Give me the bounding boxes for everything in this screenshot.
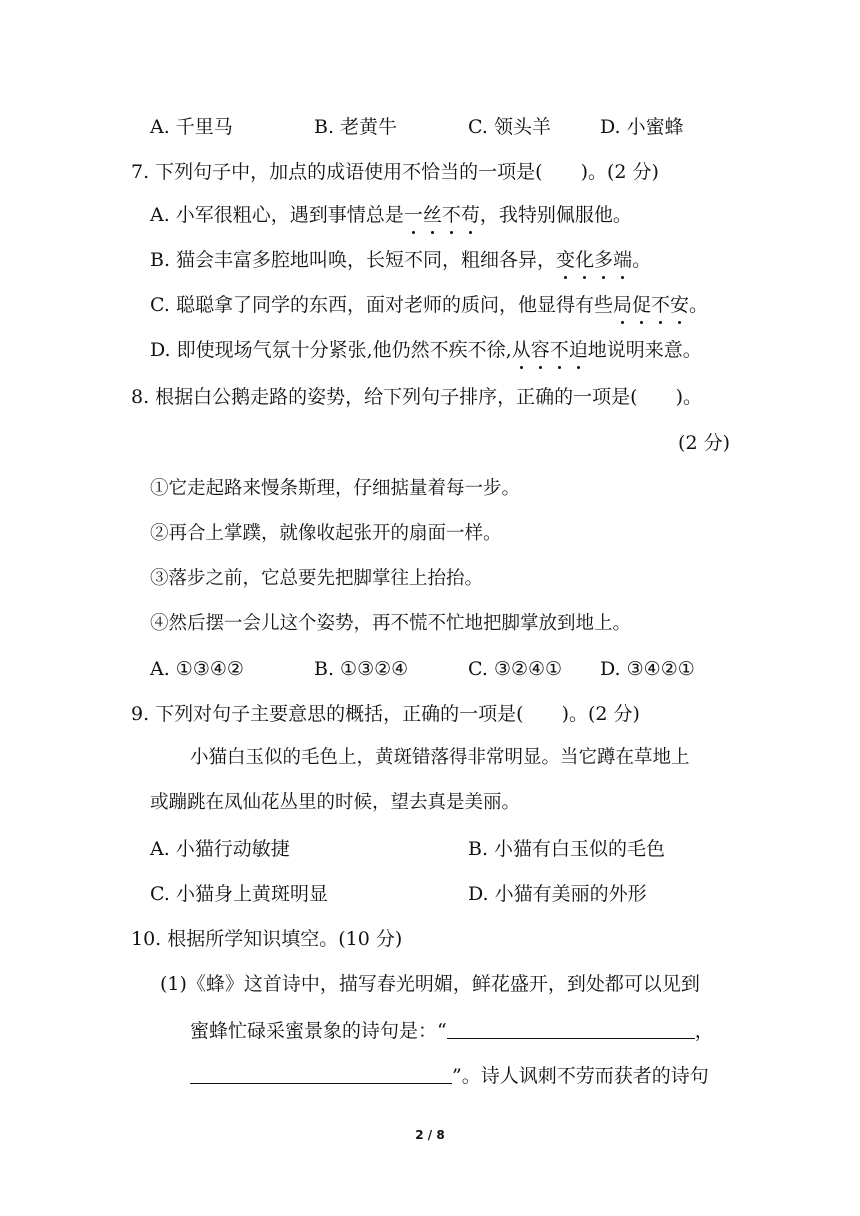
q8-sentence-4: ④然后摆一会儿这个姿势，再不慌不忙地把脚掌放到地上。 [150, 613, 632, 634]
dotted-char: 苟 [461, 201, 480, 229]
q10-sub1-line-3-post: ”。诗人讽刺不劳而获者的诗句 [452, 1065, 709, 1087]
page-number: 2 / 8 [415, 1128, 445, 1142]
q7-option-b [150, 246, 651, 274]
dotted-char: 迫 [569, 336, 588, 364]
q7-option-c-pre: C. 聪聪拿了同学的东西，面对老师的质问，他显得有些 [150, 294, 613, 316]
q7-option-d-post: 地说明来意。 [587, 339, 702, 361]
q6-option-d: D. 小蜜蜂 [600, 116, 684, 138]
dotted-char: 变 [556, 246, 575, 274]
dotted-char: 促 [632, 291, 651, 319]
q7-option-a-pre: A. 小军很粗心，遇到事情总是 [150, 204, 404, 226]
q10-sub1-line-1: (1)《蜂》这首诗中，描写春光明媚，鲜花盛开，到处都可以见到 [160, 973, 700, 995]
dotted-char: 不 [651, 291, 670, 319]
q10-sub1-line-2-post: ， [694, 1020, 714, 1042]
q10-sub1-line-2 [190, 1017, 714, 1045]
q8-score: (2 分) [678, 432, 730, 454]
q8-sentence-2: ②再合上掌蹼，就像收起张开的扇面一样。 [150, 523, 502, 544]
q9-option-a: A. 小猫行动敏捷 [150, 838, 290, 860]
q7-option-d-pre: D. 即使现场气氛十分紧张,他仍然不疾不徐, [150, 339, 512, 361]
q10-stem: 10. 根据所学知识填空。(10 分) [131, 928, 403, 950]
q7-option-a-idiom [404, 204, 480, 226]
answer-blank[interactable] [447, 1018, 695, 1039]
q7-option-c-post: 。 [689, 294, 709, 316]
dotted-char: 多 [594, 246, 613, 274]
dotted-char: 局 [613, 291, 632, 319]
q9-passage-line-2: 或蹦跳在凤仙花丛里的时候，望去真是美丽。 [150, 792, 521, 813]
dotted-char: 一 [404, 201, 423, 229]
q7-option-d [150, 336, 702, 364]
q10-sub1-line-3 [190, 1062, 709, 1090]
q7-option-b-post: 。 [632, 249, 652, 271]
q7-option-a [150, 201, 632, 229]
q7-option-b-pre: B. 猫会丰富多腔地叫唤，长短不同，粗细各异， [150, 249, 557, 271]
dotted-char: 化 [575, 246, 594, 274]
q9-passage-line-1: 小猫白玉似的毛色上，黄斑错落得非常明显。当它蹲在草地上 [190, 747, 690, 768]
q7-option-d-idiom [512, 339, 588, 361]
q9-option-d: D. 小猫有美丽的外形 [468, 883, 647, 905]
q7-option-c [150, 291, 708, 319]
dotted-char: 容 [531, 336, 550, 364]
q6-option-c: C. 领头羊 [468, 116, 551, 138]
q8-stem: 8. 根据白公鹅走路的姿势，给下列句子排序，正确的一项是( )。 [131, 386, 702, 408]
q8-option-a: A. ①③④② [150, 658, 244, 680]
dotted-char: 从 [512, 336, 531, 364]
q9-stem: 9. 下列对句子主要意思的概括，正确的一项是( )。(2 分) [131, 703, 640, 725]
dotted-char: 端 [613, 246, 632, 274]
q7-stem: 7. 下列句子中，加点的成语使用不恰当的一项是( )。(2 分) [131, 161, 659, 183]
answer-blank[interactable] [190, 1063, 452, 1084]
q8-option-c: C. ③②④① [468, 658, 563, 680]
q8-option-d: D. ③④②① [600, 658, 695, 680]
q8-sentence-1: ①它走起路来慢条斯理，仔细掂量着每一步。 [150, 478, 521, 499]
dotted-char: 不 [550, 336, 569, 364]
q7-option-c-idiom [613, 294, 689, 316]
q7-option-b-idiom [556, 249, 632, 271]
q7-option-a-post: ，我特别佩服他。 [479, 204, 632, 226]
q8-option-b: B. ①③②④ [314, 658, 409, 680]
q10-sub1-line-2-pre: 蜜蜂忙碌采蜜景象的诗句是：“ [190, 1020, 447, 1042]
q9-option-c: C. 小猫身上黄斑明显 [150, 883, 328, 905]
q8-sentence-3: ③落步之前，它总要先把脚掌往上抬抬。 [150, 568, 484, 589]
dotted-char: 安 [670, 291, 689, 319]
dotted-char: 丝 [423, 201, 442, 229]
q6-option-a: A. 千里马 [150, 116, 233, 138]
dotted-char: 不 [442, 201, 461, 229]
q6-option-b: B. 老黄牛 [314, 116, 398, 138]
q9-option-b: B. 小猫有白玉似的毛色 [468, 838, 666, 860]
